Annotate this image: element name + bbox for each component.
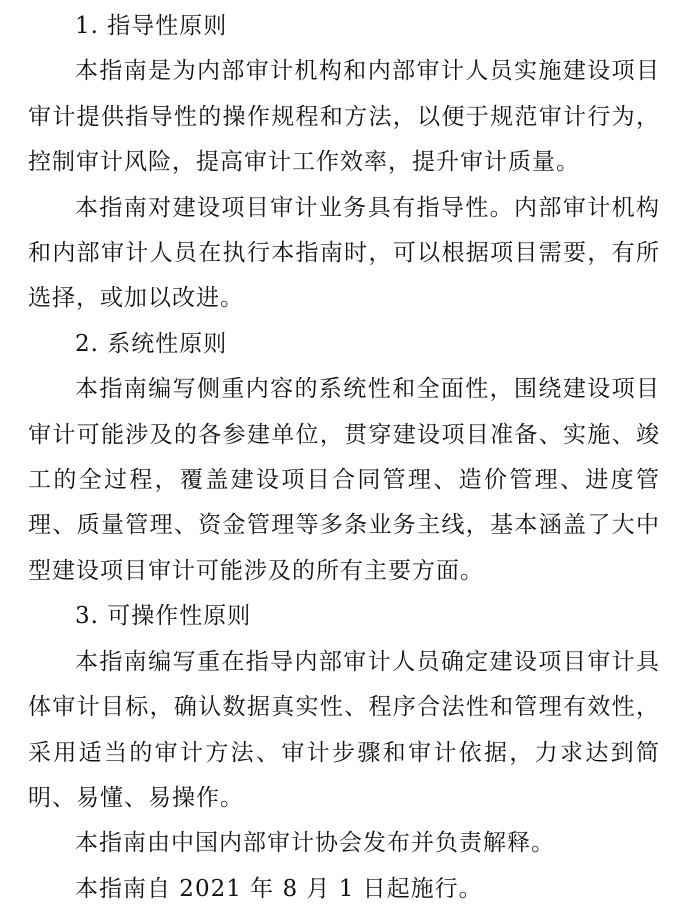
- document-page: [28, 4, 660, 912]
- paragraph-interpretation-authority: 本指南由中国内部审计协会发布并负责解释。: [75, 830, 555, 857]
- paragraph-operability-goals: 本指南编写重在指导内部审计人员确定建设项目审计具体审计目标，确认数据真实性、程序合法性和管理有效性，采用适当的审计方法、审计步骤和审计依据，力求达到简明、易懂、易操作。: [28, 648, 660, 811]
- paragraph-systematic-scope: 本指南编写侧重内容的系统性和全面性，围绕建设项目审计可能涉及的各参建单位，贯穿建设项目准备、实施、竣工的全过程，覆盖建设项目合同管理、造价管理、进度管理、质量管理、资金管理等多条业务主线，基本涵盖了大中型建设项目审计可能涉及的所有主要方面。: [28, 376, 660, 584]
- section-heading-systematic: 2. 系统性原则: [75, 330, 228, 357]
- section-heading-guidance: 1. 指导性原则: [75, 13, 228, 39]
- paragraph-guidance-purpose: 本指南是为内部审计机构和内部审计人员实施建设项目审计提供指导性的操作规程和方法，以便于规范审计行为，控制审计风险，提高审计工作效率，提升审计质量。: [28, 58, 660, 176]
- section-heading-operability: 3. 可操作性原则: [75, 603, 252, 630]
- paragraph-effective-date: 本指南自 2021 年 8 月 1 日起施行。: [75, 875, 483, 902]
- paragraph-guidance-applicability: 本指南对建设项目审计业务具有指导性。内部审计机构和内部审计人员在执行本指南时，可以根据项目需要，有所选择，或加以改进。: [28, 194, 660, 312]
